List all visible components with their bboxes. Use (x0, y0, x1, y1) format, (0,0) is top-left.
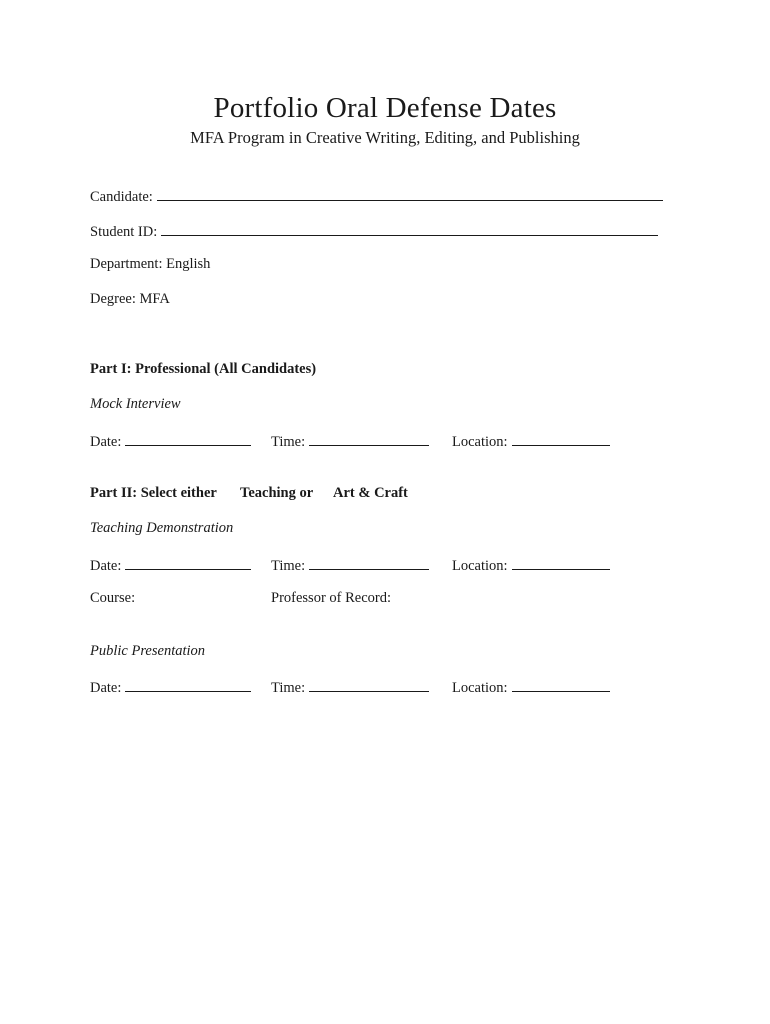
candidate-field[interactable] (157, 186, 663, 201)
date-label: Date: (90, 558, 122, 574)
time-field[interactable] (309, 677, 429, 692)
location-label: Location: (452, 680, 508, 696)
student-id-field[interactable] (161, 221, 658, 236)
mock-interview-location (452, 431, 610, 451)
public-presentation-location (452, 677, 610, 697)
mock-interview-time (271, 431, 429, 451)
option-art-craft[interactable]: Art & Craft (333, 485, 408, 501)
candidate-label: Candidate: (90, 189, 153, 205)
date-field[interactable] (125, 431, 251, 446)
course-label: Course: (90, 590, 136, 606)
option-teaching[interactable]: Teaching or (240, 485, 314, 501)
part2-heading: Part II: Select either (90, 485, 217, 501)
degree-text: Degree: MFA (90, 291, 170, 307)
mock-interview-date (90, 431, 251, 451)
location-field[interactable] (512, 677, 610, 692)
candidate-row (90, 186, 663, 206)
student-id-label: Student ID: (90, 224, 158, 240)
time-field[interactable] (309, 431, 429, 446)
time-field[interactable] (309, 555, 429, 570)
teaching-demo-time (271, 555, 429, 575)
mock-interview-subheading: Mock Interview (90, 396, 181, 412)
date-label: Date: (90, 434, 122, 450)
teaching-demo-location (452, 555, 610, 575)
public-presentation-date (90, 677, 251, 697)
time-label: Time: (271, 558, 306, 574)
student-id-row (90, 221, 658, 241)
time-label: Time: (271, 434, 306, 450)
teaching-demo-subheading: Teaching Demonstration (90, 520, 234, 536)
professor-of-record-label: Professor of Record: (271, 590, 392, 606)
location-label: Location: (452, 434, 508, 450)
part1-heading: Part I: Professional (All Candidates) (90, 361, 317, 377)
date-field[interactable] (125, 677, 251, 692)
page-title: Portfolio Oral Defense Dates (213, 92, 557, 124)
page-subtitle: MFA Program in Creative Writing, Editing, and Publishing (190, 128, 580, 147)
public-presentation-time (271, 677, 429, 697)
location-field[interactable] (512, 431, 610, 446)
public-presentation-subheading: Public Presentation (90, 643, 206, 659)
location-label: Location: (452, 558, 508, 574)
teaching-demo-date (90, 555, 251, 575)
location-field[interactable] (512, 555, 610, 570)
time-label: Time: (271, 680, 306, 696)
department-text: Department: English (90, 256, 211, 272)
date-field[interactable] (125, 555, 251, 570)
date-label: Date: (90, 680, 122, 696)
